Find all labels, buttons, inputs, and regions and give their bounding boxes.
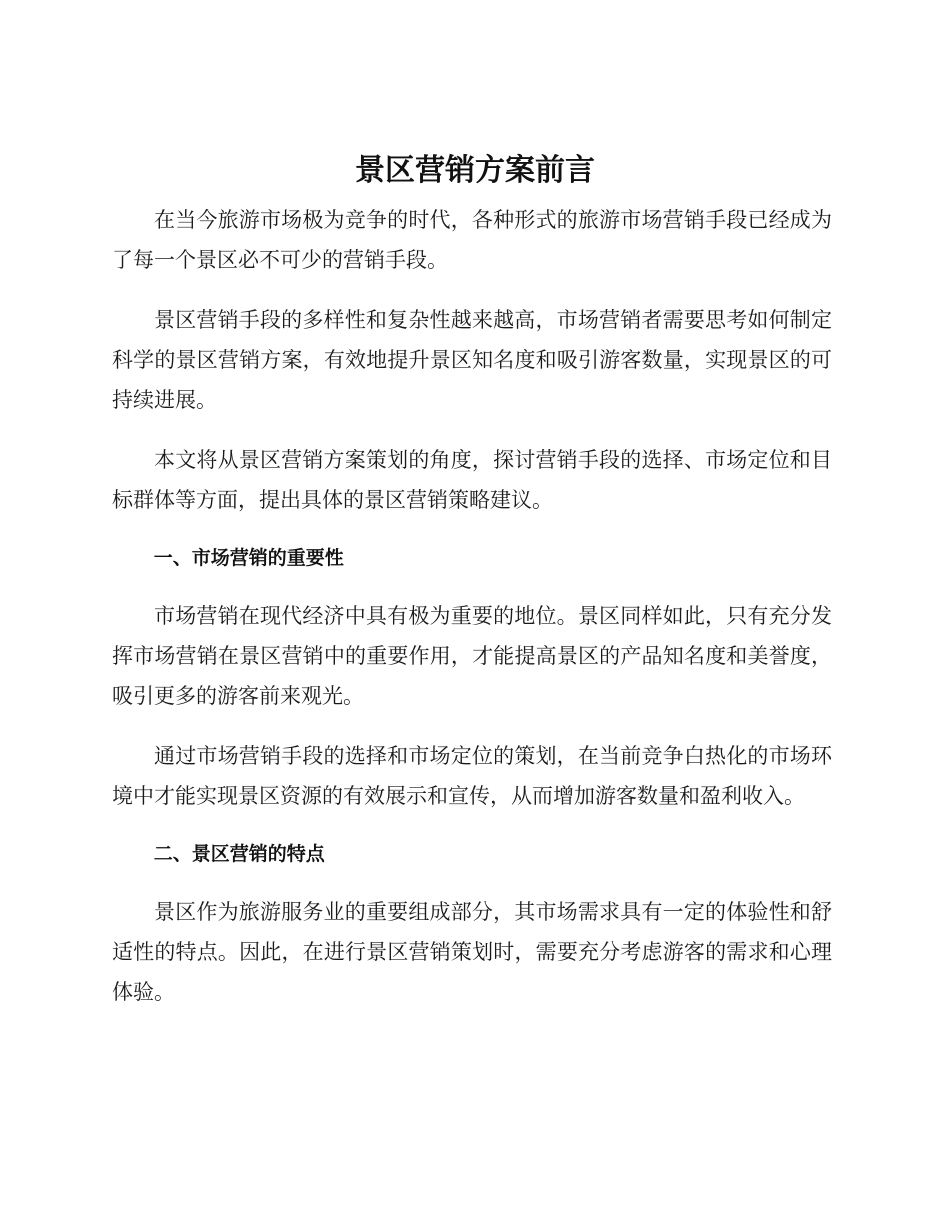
paragraph-section1-2: 通过市场营销手段的选择和市场定位的策划，在当前竞争白热化的市场环境中才能实现景区资源的有效展示和宣传，从而增加游客数量和盈利收入。 xyxy=(112,744,832,808)
section-heading-2: 二、景区营销的特点 xyxy=(153,843,325,865)
document-title: 景区营销方案前言 xyxy=(355,153,595,188)
paragraph-section2-1: 景区作为旅游服务业的重要组成部分，其市场需求具有一定的体验性和舒适性的特点。因此，在进行景区营销策划时，需要充分考虑游客的需求和心理体验。 xyxy=(112,900,832,1004)
paragraph-intro-3: 本文将从景区营销方案策划的角度，探讨营销手段的选择、市场定位和目标群体等方面，提出具体的景区营销策略建议。 xyxy=(112,448,832,512)
paragraph-intro-1: 在当今旅游市场极为竞争的时代，各种形式的旅游市场营销手段已经成为了每一个景区必不可少的营销手段。 xyxy=(112,208,832,272)
document-body xyxy=(112,200,832,1032)
section-heading-1: 一、市场营销的重要性 xyxy=(153,547,344,569)
paragraph-section1-1: 市场营销在现代经济中具有极为重要的地位。景区同样如此，只有充分发挥市场营销在景区营销中的重要作用，才能提高景区的产品知名度和美誉度，吸引更多的游客前来观光。 xyxy=(112,604,832,708)
paragraph-intro-2: 景区营销手段的多样性和复杂性越来越高，市场营销者需要思考如何制定科学的景区营销方案，有效地提升景区知名度和吸引游客数量，实现景区的可持续进展。 xyxy=(112,308,832,412)
